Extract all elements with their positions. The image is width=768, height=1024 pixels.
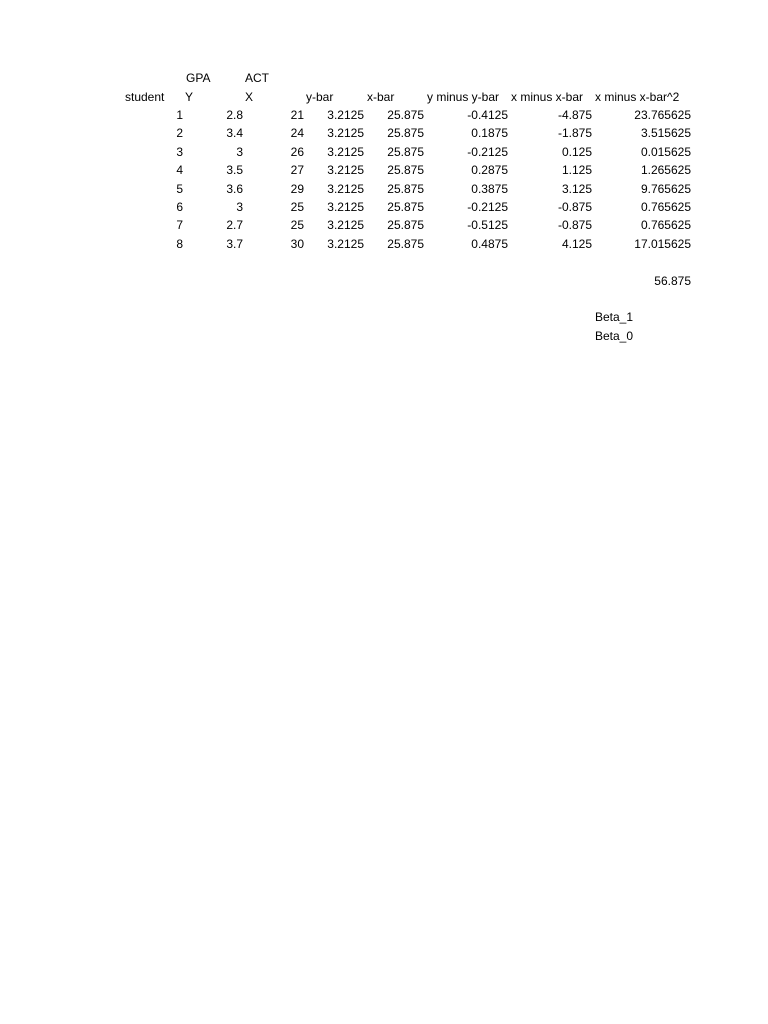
cell-xbar: 25.875 (387, 108, 424, 122)
cell-ybar: 3.2125 (327, 236, 364, 251)
header-y: Y (185, 90, 194, 104)
cell-xdev-sq: 0.765625 (640, 200, 691, 214)
cell-student: 5 (176, 181, 183, 196)
cell-xbar: 25.875 (387, 236, 424, 251)
cell-xdev: 0.125 (561, 144, 592, 159)
cell-xbar: 25.875 (387, 181, 424, 196)
cell-xdev: 3.125 (561, 181, 592, 196)
cell-xdev-sq: 9.765625 (640, 181, 691, 196)
cell-xdev-sq: 23.765625 (634, 108, 691, 122)
cell-x: 24 (290, 126, 304, 141)
cell-xdev-sq: 0.015625 (640, 144, 691, 159)
cell-ybar: 3.2125 (327, 200, 364, 214)
header-x-minus-x-bar-squared: x minus x-bar^2 (595, 90, 680, 104)
cell-ydev: 0.2875 (471, 163, 508, 178)
cell-xbar: 25.875 (387, 200, 424, 214)
cell-ybar: 3.2125 (327, 181, 364, 196)
cell-x: 21 (290, 108, 304, 122)
sum-x-minus-x-bar-squared: 56.875 (654, 274, 691, 288)
cell-student: 4 (176, 163, 183, 178)
cell-student: 1 (176, 108, 183, 122)
cell-ybar: 3.2125 (327, 218, 364, 233)
cell-y: 2.8 (226, 108, 243, 122)
cell-xdev: -1.875 (557, 126, 592, 141)
cell-xdev: 1.125 (561, 163, 592, 178)
cell-xdev-sq: 3.515625 (640, 126, 691, 141)
cell-xbar: 25.875 (387, 218, 424, 233)
cell-ybar: 3.2125 (327, 108, 364, 122)
cell-student: 8 (176, 236, 183, 251)
cell-xdev: -4.875 (557, 108, 592, 122)
header-x-minus-x-bar: x minus x-bar (511, 90, 584, 104)
cell-xdev-sq: 0.765625 (640, 218, 691, 233)
beta-0-label: Beta_0 (595, 329, 634, 343)
cell-ydev: 0.4875 (471, 236, 508, 251)
cell-y: 3.6 (226, 181, 243, 196)
cell-ydev: 0.3875 (471, 181, 508, 196)
cell-ybar: 3.2125 (327, 144, 364, 159)
cell-student: 6 (176, 200, 183, 214)
cell-x: 29 (290, 181, 304, 196)
cell-y: 3.7 (226, 236, 243, 251)
cell-xbar: 25.875 (387, 126, 424, 141)
cell-y: 3.5 (226, 163, 243, 178)
header-x-bar: x-bar (367, 90, 395, 104)
cell-x: 25 (290, 218, 304, 233)
cell-y: 3 (236, 144, 243, 159)
cell-ydev: -0.2125 (467, 200, 508, 214)
cell-student: 2 (176, 126, 183, 141)
cell-ybar: 3.2125 (327, 126, 364, 141)
header-y-minus-y-bar: y minus y-bar (427, 90, 500, 104)
cell-x: 27 (290, 163, 304, 178)
cell-ydev: -0.4125 (467, 108, 508, 122)
cell-y: 3.4 (226, 126, 243, 141)
cell-xdev-sq: 17.015625 (634, 236, 691, 251)
cell-x: 26 (290, 144, 304, 159)
header-gpa: GPA (186, 71, 211, 85)
cell-xbar: 25.875 (387, 144, 424, 159)
cell-x: 30 (290, 236, 304, 251)
cell-ydev: -0.5125 (467, 218, 508, 233)
cell-ydev: -0.2125 (467, 144, 508, 159)
cell-y: 2.7 (226, 218, 243, 233)
cell-ybar: 3.2125 (327, 163, 364, 178)
cell-xdev: -0.875 (557, 218, 592, 233)
cell-x: 25 (290, 200, 304, 214)
header-student: student (125, 90, 165, 104)
cell-y: 3 (236, 200, 243, 214)
cell-student: 3 (176, 144, 183, 159)
cell-xdev: -0.875 (557, 200, 592, 214)
cell-xbar: 25.875 (387, 163, 424, 178)
header-act: ACT (245, 71, 269, 85)
header-y-bar: y-bar (306, 90, 334, 104)
cell-xdev: 4.125 (561, 236, 592, 251)
beta-1-label: Beta_1 (595, 310, 634, 324)
header-x: X (245, 90, 254, 104)
cell-xdev-sq: 1.265625 (640, 163, 691, 178)
cell-student: 7 (176, 218, 183, 233)
cell-ydev: 0.1875 (471, 126, 508, 141)
